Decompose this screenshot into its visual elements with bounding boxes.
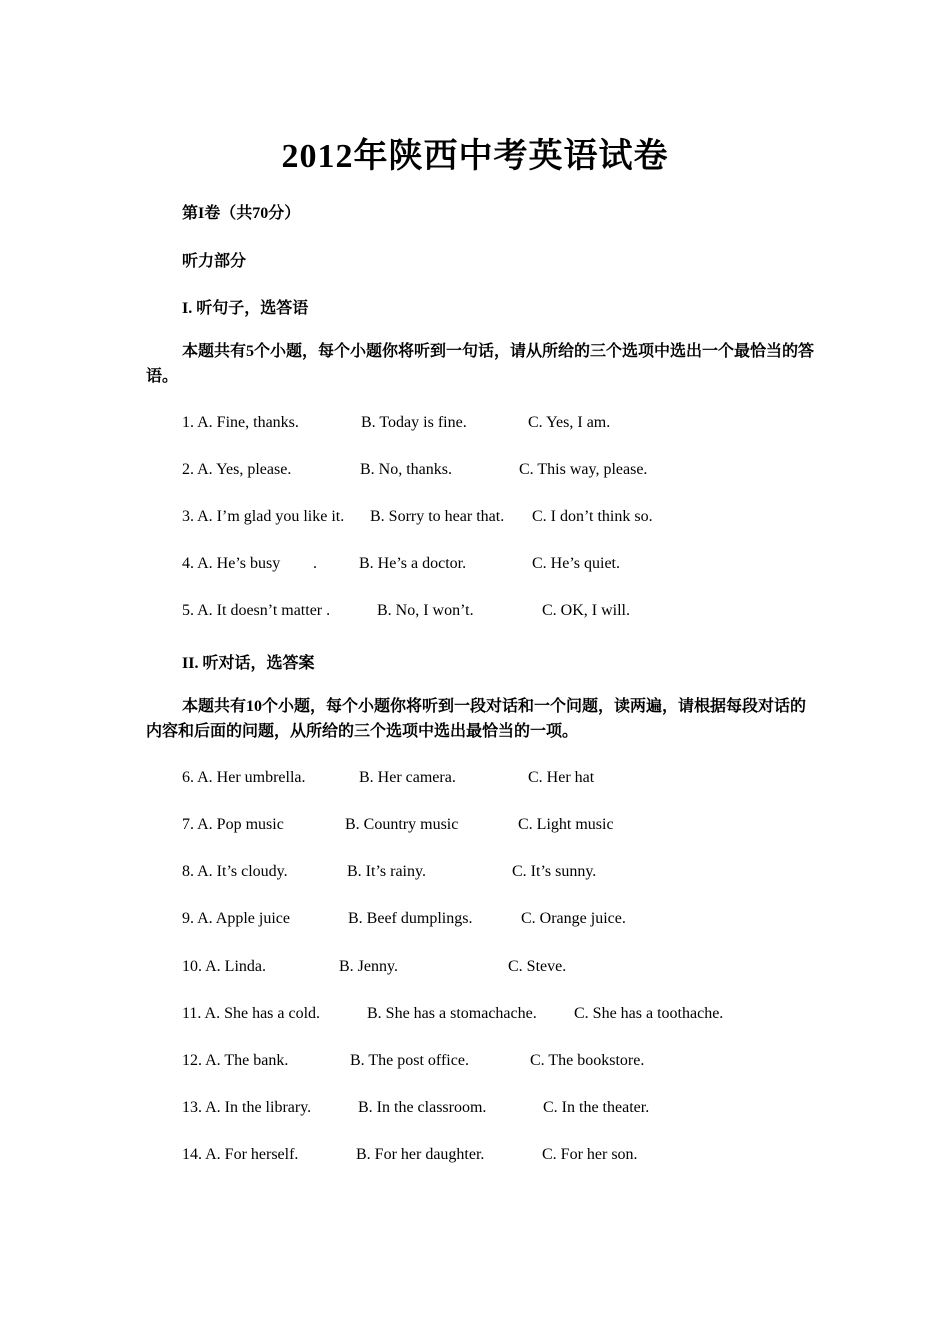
- q5-option-a: 5. A. It doesn’t matter .: [182, 602, 331, 619]
- q11-option-b: B. She has a stomachache.: [367, 1005, 537, 1022]
- section1-heading: I. 听句子，选答语: [182, 300, 309, 317]
- q13-option-b: B. In the classroom.: [358, 1099, 487, 1116]
- section2-heading: II. 听对话，选答案: [182, 655, 315, 672]
- q4-option-a: 4. A. He’s busy: [182, 555, 281, 572]
- q8-option-c: C. It’s sunny.: [512, 863, 597, 880]
- q1-option-a: 1. A. Fine, thanks.: [182, 414, 299, 431]
- q3-option-a: 3. A. I’m glad you like it.: [182, 508, 345, 525]
- q3-option-b: B. Sorry to hear that.: [370, 508, 505, 525]
- q8-option-b: B. It’s rainy.: [347, 863, 426, 880]
- q12-option-c: C. The bookstore.: [530, 1052, 645, 1069]
- q1-option-c: C. Yes, I am.: [528, 414, 611, 431]
- q6-option-b: B. Her camera.: [359, 769, 456, 786]
- q11-option-a: 11. A. She has a cold.: [182, 1005, 321, 1022]
- q9-option-b: B. Beef dumplings.: [348, 910, 473, 927]
- q12-option-a: 12. A. The bank.: [182, 1052, 289, 1069]
- q12-option-b: B. The post office.: [350, 1052, 469, 1069]
- q14-option-b: B. For her daughter.: [356, 1146, 485, 1163]
- q10-option-c: C. Steve.: [508, 958, 567, 975]
- q2-option-a: 2. A. Yes, please.: [182, 461, 292, 478]
- q5-option-c: C. OK, I will.: [542, 602, 630, 619]
- listening-heading: 听力部分: [182, 253, 247, 270]
- volume-heading: 第I卷（共70分）: [182, 205, 301, 222]
- q7-option-a: 7. A. Pop music: [182, 816, 284, 833]
- q13-option-a: 13. A. In the library.: [182, 1099, 312, 1116]
- q1-option-b: B. Today is fine.: [361, 414, 467, 431]
- page-title: 2012年陕西中考英语试卷: [281, 138, 669, 175]
- q3-option-c: C. I don’t think so.: [532, 508, 653, 525]
- section1-instruction: 本题共有5个小题，每个小题你将听到一句话，请从所给的三个选项中选出一个最恰当的答语。: [146, 343, 815, 385]
- q9-option-a: 9. A. Apple juice: [182, 910, 290, 927]
- q7-option-b: B. Country music: [345, 816, 459, 833]
- q2-option-b: B. No, thanks.: [360, 461, 452, 478]
- q9-option-c: C. Orange juice.: [521, 910, 626, 927]
- q5-option-b: B. No, I won’t.: [377, 602, 474, 619]
- q11-option-c: C. She has a toothache.: [574, 1005, 724, 1022]
- q6-option-c: C. Her hat: [528, 769, 595, 786]
- q8-option-a: 8. A. It’s cloudy.: [182, 863, 288, 880]
- q6-option-a: 6. A. Her umbrella.: [182, 769, 306, 786]
- q13-option-c: C. In the theater.: [543, 1099, 650, 1116]
- q10-option-b: B. Jenny.: [339, 958, 398, 975]
- q10-option-a: 10. A. Linda.: [182, 958, 266, 975]
- q4-option-c: C. He’s quiet.: [532, 555, 620, 572]
- q2-option-c: C. This way, please.: [519, 461, 648, 478]
- q7-option-c: C. Light music: [518, 816, 614, 833]
- section2-instruction: 本题共有10个小题，每个小题你将听到一段对话和一个问题，读两遍，请根据每段对话的内容和后面的问题，从所给的三个选项中选出最恰当的一项。: [146, 698, 807, 740]
- q14-option-c: C. For her son.: [542, 1146, 638, 1163]
- q4-option-a-period: .: [313, 555, 317, 572]
- q14-option-a: 14. A. For herself.: [182, 1146, 299, 1163]
- q4-option-b: B. He’s a doctor.: [359, 555, 467, 572]
